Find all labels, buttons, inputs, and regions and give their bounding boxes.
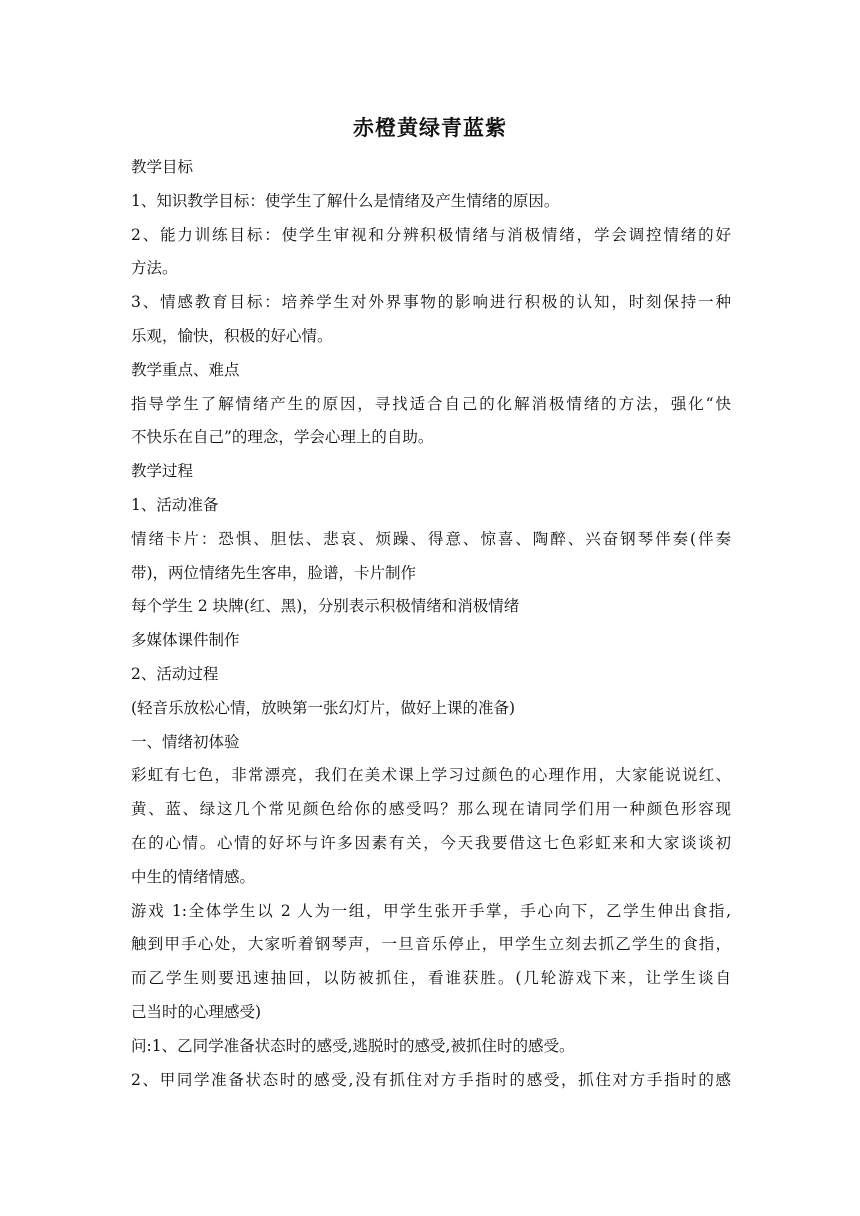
paragraph-line: 多媒体课件制作 (131, 631, 240, 650)
document-title: 赤橙黄绿青蓝紫 (353, 115, 507, 140)
subheading-activity-prep: 1、活动准备 (131, 495, 219, 514)
paragraph-line: 1、知识教学目标：使学生了解什么是情绪及产生情绪的原因。 (131, 191, 560, 210)
section-heading-emotion: 一、情绪初体验 (131, 732, 240, 751)
paragraph-line: 游戏 1:全体学生以 2 人为一组，甲学生张开手掌，手心向下，乙学生伸出食指, (131, 901, 731, 920)
paragraph-line: (轻音乐放松心情，放映第一张幻灯片，做好上课的准备) (131, 698, 516, 717)
paragraph-line: 在的心情。心情的好坏与许多因素有关，今天我要借这七色彩虹来和大家谈谈初 (131, 833, 731, 852)
paragraph-line: 2、能力训练目标：使学生审视和分辨积极情绪与消极情绪，学会调控情绪的好 (131, 225, 731, 244)
heading-key-points: 教学重点、难点 (131, 360, 240, 379)
paragraph-line: 触到甲手心处，大家听着钢琴声，一旦音乐停止，甲学生立刻去抓乙学生的食指， (131, 935, 731, 954)
paragraph-line: 2、甲同学准备状态时的感受,没有抓住对方手指时的感受，抓住对方手指时的感 (131, 1070, 731, 1089)
paragraph-line: 3、情感教育目标：培养学生对外界事物的影响进行积极的认知，时刻保持一种 (131, 293, 731, 312)
paragraph-line: 中生的情绪情感。 (131, 867, 256, 886)
paragraph-line: 乐观，愉快，积极的好心情。 (131, 326, 333, 345)
heading-teaching-process: 教学过程 (131, 462, 194, 481)
paragraph-line: 每个学生 2 块牌(红、黑)，分别表示积极情绪和消极情绪 (131, 597, 520, 616)
paragraph-line: 己当时的心理感受) (131, 1002, 262, 1021)
paragraph-line: 带)，两位情绪先生客串，脸谱，卡片制作 (131, 563, 417, 582)
paragraph-line: 指导学生了解情绪产生的原因，寻找适合自己的化解消极情绪的方法，强化“快 (131, 394, 731, 413)
subheading-activity-process: 2、活动过程 (131, 664, 219, 683)
paragraph-line: 方法。 (131, 259, 178, 278)
paragraph-line: 不快乐在自己”的理念，学会心理上的自助。 (131, 428, 434, 447)
paragraph-line: 问:1、乙同学准备状态时的感受,逃脱时的感受,被抓住时的感受。 (131, 1036, 575, 1055)
paragraph-line: 彩虹有七色，非常漂亮，我们在美术课上学习过颜色的心理作用，大家能说说红、 (131, 766, 731, 785)
paragraph-line: 情绪卡片：恐惧、胆怯、悲哀、烦躁、得意、惊喜、陶醉、兴奋钢琴伴奏(伴奏 (131, 529, 731, 548)
paragraph-line: 而乙学生则要迅速抽回，以防被抓住，看谁获胜。(几轮游戏下来，让学生谈自 (131, 969, 731, 988)
paragraph-line: 黄、蓝、绿这几个常见颜色给你的感受吗？那么现在请同学们用一种颜色形容现 (131, 800, 731, 819)
document-body (131, 151, 731, 1097)
heading-teaching-goals: 教学目标 (131, 158, 194, 176)
